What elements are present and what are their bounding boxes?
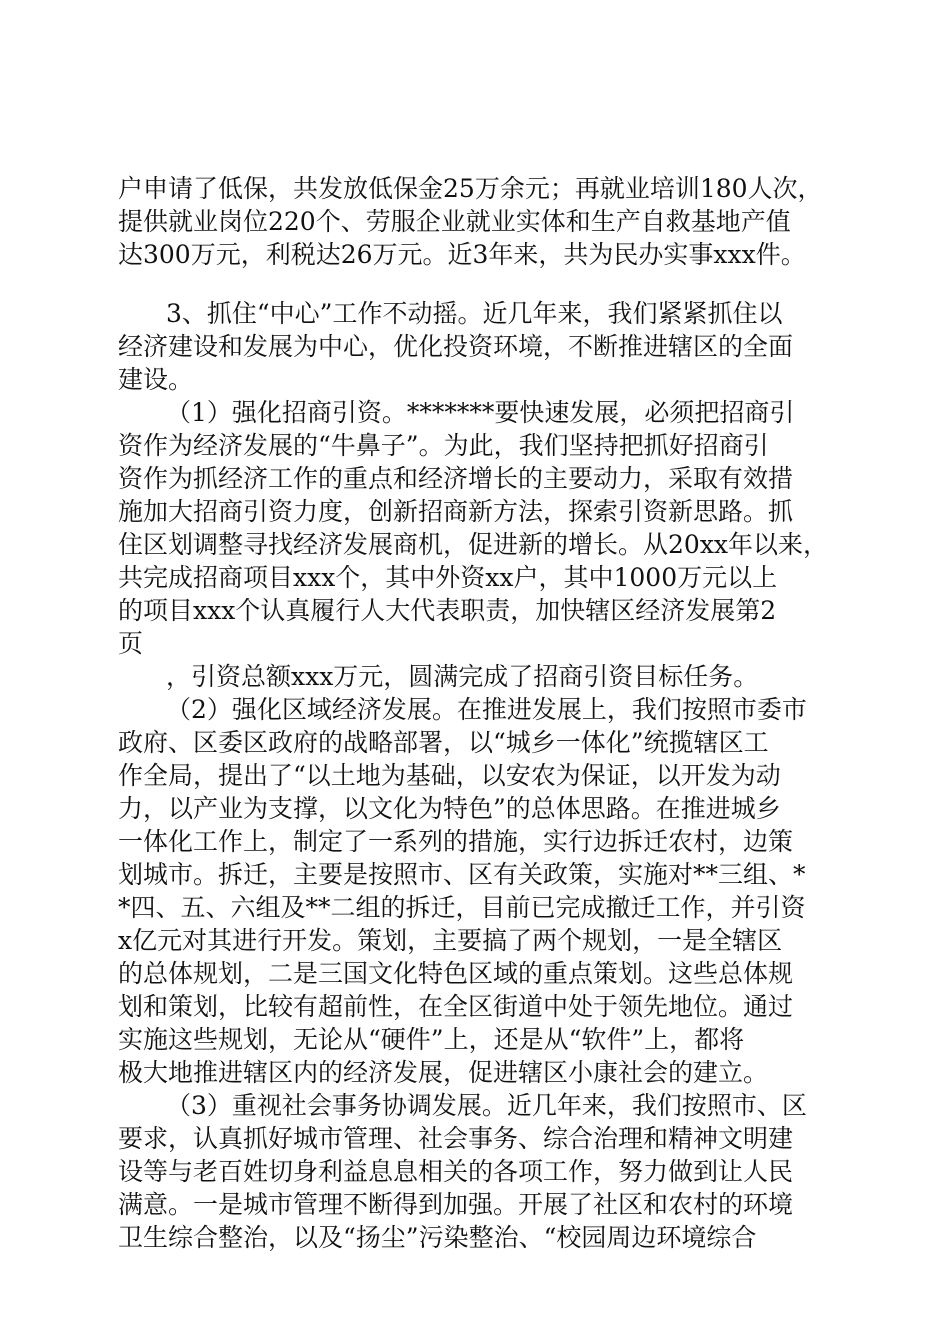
- text-line: [0, 627, 950, 661]
- line-text: 施加大招商引资力度，创新招商新方法，探索引资新思路。抓: [118, 497, 794, 526]
- text-line: [0, 858, 950, 892]
- line-text: ，引资总额xxx万元，圆满完成了招商引资目标任务。: [166, 662, 759, 691]
- text-line: [0, 396, 950, 430]
- line-text: 经济建设和发展为中心，优化投资环境，不断推进辖区的全面: [118, 332, 794, 361]
- line-text: 满意。一是城市管理不断得到加强。开展了社区和农村的环境: [118, 1190, 794, 1219]
- text-line: [0, 759, 950, 793]
- line-text: 户申请了低保，共发放低保金25万余元；再就业培训180人次，: [118, 174, 823, 203]
- line-text: 一体化工作上，制定了一系列的措施，实行边拆迁农村，边策: [118, 827, 794, 856]
- line-text: x亿元对其进行开发。策划，主要搞了两个规划，一是全辖区: [118, 926, 783, 955]
- text-line: [0, 330, 950, 364]
- line-text: 的项目xxx个认真履行人大代表职责，加快辖区经济发展第2: [118, 596, 777, 625]
- text-line: [0, 528, 950, 562]
- text-line: [0, 891, 950, 925]
- text-line: [0, 1155, 950, 1189]
- text-line: [0, 495, 950, 529]
- line-text: 实施这些规划，无论从“硬件”上，还是从“软件”上，都将: [118, 1025, 745, 1054]
- text-line: [0, 1089, 950, 1123]
- line-text: 建设。: [118, 365, 194, 394]
- text-line: [0, 238, 950, 272]
- line-text: 共完成招商项目xxx个，其中外资xx户，其中1000万元以上: [118, 563, 778, 592]
- text-line: [0, 726, 950, 760]
- line-text: 卫生综合整治，以及“扬尘”污染整治、“校园周边环境综合: [118, 1223, 757, 1252]
- line-text: （3）重视社会事务协调发展。近几年来，我们按照市、区: [166, 1091, 807, 1120]
- line-text: 资作为抓经济工作的重点和经济增长的主要动力，采取有效措: [118, 464, 794, 493]
- line-text: 作全局，提出了“以土地为基础，以安农为保证，以开发为动: [118, 761, 781, 790]
- text-line: [0, 462, 950, 496]
- text-line: [0, 1023, 950, 1057]
- line-text: 力，以产业为支撑，以文化为特色”的总体思路。在推进城乡: [118, 794, 781, 823]
- text-line: [0, 792, 950, 826]
- line-text: 的总体规划，二是三国文化特色区域的重点策划。这些总体规: [118, 959, 794, 988]
- text-line: [0, 1221, 950, 1255]
- text-line: [0, 990, 950, 1024]
- line-text: 划和策划，比较有超前性，在全区街道中处于领先地位。通过: [118, 992, 794, 1021]
- text-line: [0, 363, 950, 397]
- line-text: 要求，认真抓好城市管理、社会事务、综合治理和精神文明建: [118, 1124, 794, 1153]
- line-text: （2）强化区域经济发展。在推进发展上，我们按照市委市: [166, 695, 807, 724]
- line-text: *四、五、六组及**二组的拆迁，目前已完成撤迁工作，并引资: [118, 893, 806, 922]
- text-line: [0, 1188, 950, 1222]
- text-line: [0, 1122, 950, 1156]
- text-line: [0, 693, 950, 727]
- text-line: [0, 594, 950, 628]
- line-text: 资作为经济发展的“牛鼻子”。为此，我们坚持把抓好招商引: [118, 431, 769, 460]
- line-text: 设等与老百姓切身利益息息相关的各项工作，努力做到让人民: [118, 1157, 794, 1186]
- line-text: 页: [118, 629, 144, 658]
- text-line: [0, 660, 950, 694]
- text-line: [0, 561, 950, 595]
- line-text: 3、抓住“中心”工作不动摇。近几年来，我们紧紧抓住以: [166, 299, 783, 328]
- line-text: 划城市。拆迁，主要是按照市、区有关政策，实施对**三组、*: [118, 860, 806, 889]
- text-line: [0, 429, 950, 463]
- line-text: 政府、区委区政府的战略部署，以“城乡一体化”统揽辖区工: [118, 728, 769, 757]
- line-text: 达300万元，利税达26万元。近3年来，共为民办实事xxx件。: [118, 240, 806, 269]
- line-text: 提供就业岗位220个、劳服企业就业实体和生产自救基地产值: [118, 207, 791, 236]
- text-line: [0, 957, 950, 991]
- text-line: [0, 297, 950, 331]
- line-text: 住区划调整寻找经济发展商机，促进新的增长。从20xx年以来，: [118, 530, 829, 559]
- text-line: [0, 172, 950, 206]
- text-line: [0, 924, 950, 958]
- text-line: [0, 205, 950, 239]
- text-line: [0, 1056, 950, 1090]
- text-line: [0, 825, 950, 859]
- line-text: 极大地推进辖区内的经济发展，促进辖区小康社会的建立。: [118, 1058, 769, 1087]
- line-text: （1）强化招商引资。*******要快速发展，必须把招商引: [166, 398, 795, 427]
